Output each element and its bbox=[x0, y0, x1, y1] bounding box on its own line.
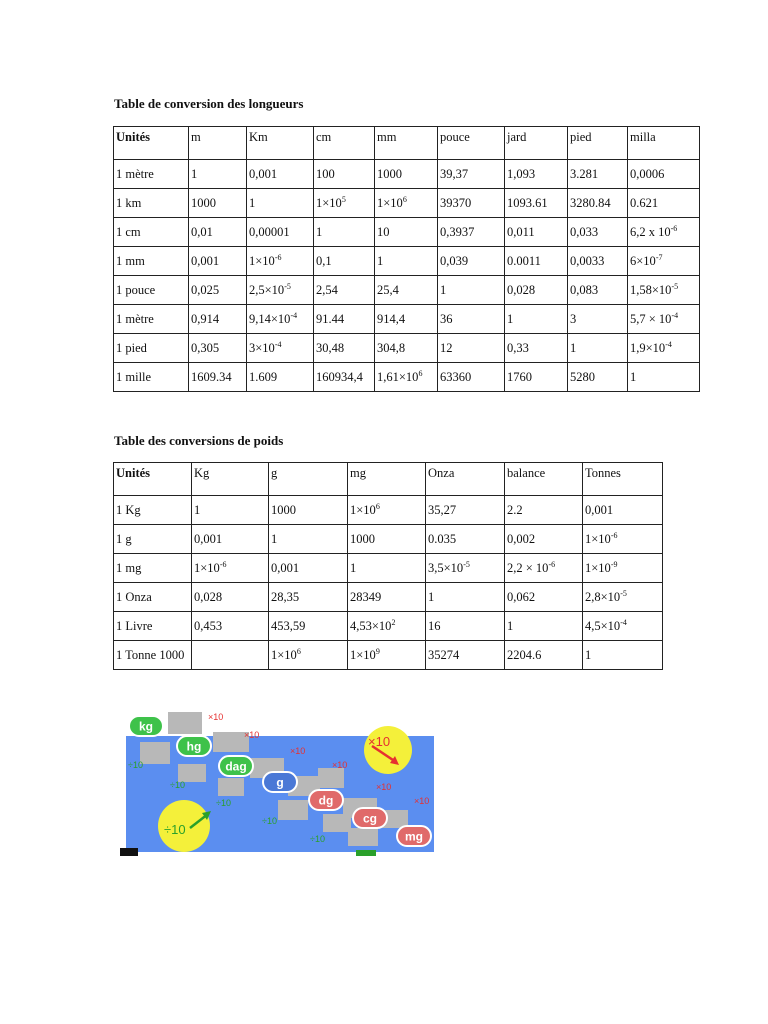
unit-label-cg: cg bbox=[362, 811, 378, 826]
table-cell: 1 bbox=[269, 525, 348, 554]
table-row bbox=[114, 641, 663, 670]
table-cell: $1,61\times 10^6$ bbox=[375, 363, 438, 392]
table-row bbox=[114, 583, 663, 612]
table-cell: 1 bbox=[438, 276, 505, 305]
table-cell: 1760 bbox=[505, 363, 568, 392]
table-cell: 0,002 bbox=[505, 525, 583, 554]
header-cell: m bbox=[189, 127, 247, 160]
table-cell: $1\times 10^{-6}$ bbox=[192, 554, 269, 583]
table-cell: $1,58\times 10^{-5}$ bbox=[628, 276, 700, 305]
table-cell: 1 cm bbox=[114, 218, 189, 247]
metric-weight-ladder-diagram bbox=[118, 710, 440, 858]
table-cell: 1 Onza bbox=[114, 583, 192, 612]
table-cell: 16 bbox=[426, 612, 505, 641]
table-cell: 0,001 bbox=[247, 160, 314, 189]
weight-header-row bbox=[114, 463, 663, 496]
table-cell: 1,093 bbox=[505, 160, 568, 189]
table-cell: 1 mg bbox=[114, 554, 192, 583]
multiply-step-label: ×10 bbox=[332, 760, 348, 770]
table-cell: 63360 bbox=[438, 363, 505, 392]
table-row bbox=[114, 189, 700, 218]
table-row bbox=[114, 218, 700, 247]
table-cell: 0,453 bbox=[192, 612, 269, 641]
table-cell: 1 g bbox=[114, 525, 192, 554]
table-cell: 0,083 bbox=[568, 276, 628, 305]
multiply-step-label: ×10 bbox=[376, 782, 392, 792]
table-cell: 0,025 bbox=[189, 276, 247, 305]
table-cell: 0,001 bbox=[583, 496, 663, 525]
table-cell: 0.0011 bbox=[505, 247, 568, 276]
table-cell: 1 Livre bbox=[114, 612, 192, 641]
header-cell: Tonnes bbox=[583, 463, 663, 496]
unit-label-mg: mg bbox=[405, 829, 423, 844]
table-cell: 35274 bbox=[426, 641, 505, 670]
table-cell: 1 bbox=[505, 612, 583, 641]
length-table-title: Table de conversion des longueurs bbox=[114, 96, 304, 111]
table-cell: 0,00001 bbox=[247, 218, 314, 247]
table-cell: 453,59 bbox=[269, 612, 348, 641]
header-cell: Unités bbox=[114, 463, 192, 496]
unit-label-dg: dg bbox=[318, 793, 334, 808]
table-row bbox=[114, 612, 663, 641]
table-cell: 35,27 bbox=[426, 496, 505, 525]
table-cell: 1 mille bbox=[114, 363, 189, 392]
divide-circle-label: ÷10 bbox=[164, 822, 186, 837]
table-cell: 28,35 bbox=[269, 583, 348, 612]
length-conversion-table bbox=[113, 126, 700, 392]
table-cell: 0,3937 bbox=[438, 218, 505, 247]
table-cell: $4,53\times 10^2$ bbox=[348, 612, 426, 641]
table-cell: 0,0033 bbox=[568, 247, 628, 276]
weight-table-title: Table des conversions de poids bbox=[114, 433, 284, 448]
table-cell: 1 bbox=[505, 305, 568, 334]
table-cell: 1 bbox=[192, 496, 269, 525]
table-cell: 1 bbox=[375, 247, 438, 276]
divide-step-label: ÷10 bbox=[128, 760, 143, 770]
unit-label-g: g bbox=[276, 775, 284, 790]
table-cell: 0,028 bbox=[192, 583, 269, 612]
table-row bbox=[114, 247, 700, 276]
table-cell: 1 bbox=[189, 160, 247, 189]
table-cell: 39,37 bbox=[438, 160, 505, 189]
table-cell: 5280 bbox=[568, 363, 628, 392]
header-cell: milla bbox=[628, 127, 700, 160]
table-cell: 6,2 x $10^{-6}$ bbox=[628, 218, 700, 247]
divide-step-label: ÷10 bbox=[216, 798, 231, 808]
header-cell: Unités bbox=[114, 127, 189, 160]
table-cell: 0,062 bbox=[505, 583, 583, 612]
table-cell: 12 bbox=[438, 334, 505, 363]
table-cell: $1\times 10^{-6}$ bbox=[247, 247, 314, 276]
multiply-step-label: ×10 bbox=[208, 712, 224, 722]
table-cell: 1 bbox=[247, 189, 314, 218]
table-cell: 30,48 bbox=[314, 334, 375, 363]
table-cell: 0,1 bbox=[314, 247, 375, 276]
divide-step-label: ÷10 bbox=[310, 834, 325, 844]
table-cell: 1 Tonne 1000 bbox=[114, 641, 192, 670]
header-cell: mm bbox=[375, 127, 438, 160]
table-cell: 100 bbox=[314, 160, 375, 189]
table-cell: 1 pied bbox=[114, 334, 189, 363]
table-cell: 0,305 bbox=[189, 334, 247, 363]
unit-label-dag: dag bbox=[225, 759, 247, 774]
table-cell: 914,4 bbox=[375, 305, 438, 334]
multiply-step-label: ×10 bbox=[290, 746, 306, 756]
table-cell: 36 bbox=[438, 305, 505, 334]
table-cell: $3,5\times 10^{-5}$ bbox=[426, 554, 505, 583]
table-cell: 1000 bbox=[189, 189, 247, 218]
header-cell: cm bbox=[314, 127, 375, 160]
table-cell: 1 bbox=[583, 641, 663, 670]
table-cell: 39370 bbox=[438, 189, 505, 218]
header-cell: Onza bbox=[426, 463, 505, 496]
header-cell: jard bbox=[505, 127, 568, 160]
table-row bbox=[114, 496, 663, 525]
header-cell: Kg bbox=[192, 463, 269, 496]
table-cell: 0,001 bbox=[269, 554, 348, 583]
table-cell: 0,028 bbox=[505, 276, 568, 305]
divide-step-label: ÷10 bbox=[170, 780, 185, 790]
divide-step-label: ÷10 bbox=[262, 816, 277, 826]
table-cell: 1 bbox=[628, 363, 700, 392]
table-cell: 1000 bbox=[375, 160, 438, 189]
table-cell: 160934,4 bbox=[314, 363, 375, 392]
table-cell: 91.44 bbox=[314, 305, 375, 334]
length-header-row bbox=[114, 127, 700, 160]
table-cell: 0.035 bbox=[426, 525, 505, 554]
multiply-step-label: ×10 bbox=[244, 730, 260, 740]
table-cell bbox=[192, 641, 269, 670]
table-cell: $2,2 \times 10^{-6}$ bbox=[505, 554, 583, 583]
table-cell: $1\times 10^{-9}$ bbox=[583, 554, 663, 583]
unit-label-hg: hg bbox=[186, 739, 202, 754]
table-cell: 0,0006 bbox=[628, 160, 700, 189]
table-cell: $9,14\times 10^{-4}$ bbox=[247, 305, 314, 334]
table-cell: $4,5\times 10^{-4}$ bbox=[583, 612, 663, 641]
table-cell: 1000 bbox=[269, 496, 348, 525]
table-row bbox=[114, 554, 663, 583]
table-cell: 0.621 bbox=[628, 189, 700, 218]
table-cell: $1\times 10^9$ bbox=[348, 641, 426, 670]
table-cell: 3.281 bbox=[568, 160, 628, 189]
table-cell: $5,7 \times 10^{-4}$ bbox=[628, 305, 700, 334]
table-cell: 10 bbox=[375, 218, 438, 247]
table-cell: 0,033 bbox=[568, 218, 628, 247]
weight-conversion-table bbox=[113, 462, 663, 670]
table-cell: 1093.61 bbox=[505, 189, 568, 218]
table-cell: 2.2 bbox=[505, 496, 583, 525]
table-cell: 3280.84 bbox=[568, 189, 628, 218]
table-cell: $2,5\times 10^{-5}$ bbox=[247, 276, 314, 305]
table-cell: 2,54 bbox=[314, 276, 375, 305]
header-cell: mg bbox=[348, 463, 426, 496]
table-cell: $2,8\times 10^{-5}$ bbox=[583, 583, 663, 612]
table-cell: 3 bbox=[568, 305, 628, 334]
table-cell: $1\times 10^{-6}$ bbox=[583, 525, 663, 554]
header-cell: balance bbox=[505, 463, 583, 496]
table-cell: 2204.6 bbox=[505, 641, 583, 670]
header-cell: Km bbox=[247, 127, 314, 160]
table-cell: 1 Kg bbox=[114, 496, 192, 525]
table-cell: 1 bbox=[348, 554, 426, 583]
table-cell: 1 bbox=[568, 334, 628, 363]
table-cell: $1,9\times 10^{-4}$ bbox=[628, 334, 700, 363]
table-cell: 1000 bbox=[348, 525, 426, 554]
table-cell: 1 bbox=[314, 218, 375, 247]
multiply-circle-label: ×10 bbox=[368, 734, 391, 749]
table-cell: $1\times 10^6$ bbox=[348, 496, 426, 525]
table-cell: 28349 bbox=[348, 583, 426, 612]
header-cell: g bbox=[269, 463, 348, 496]
table-cell: 1 pouce bbox=[114, 276, 189, 305]
table-cell: $1\times 10^6$ bbox=[269, 641, 348, 670]
table-row bbox=[114, 525, 663, 554]
table-cell: 304,8 bbox=[375, 334, 438, 363]
header-cell: pied bbox=[568, 127, 628, 160]
table-row bbox=[114, 276, 700, 305]
multiply-step-label: ×10 bbox=[414, 796, 430, 806]
table-row bbox=[114, 160, 700, 189]
table-cell: 1 mm bbox=[114, 247, 189, 276]
table-cell: 0,039 bbox=[438, 247, 505, 276]
table-cell: 0,011 bbox=[505, 218, 568, 247]
table-cell: 1 km bbox=[114, 189, 189, 218]
table-cell: $1\times 10^5$ bbox=[314, 189, 375, 218]
table-cell: 1609.34 bbox=[189, 363, 247, 392]
table-row bbox=[114, 363, 700, 392]
table-cell: $3\times 10^{-4}$ bbox=[247, 334, 314, 363]
unit-label-kg: kg bbox=[138, 719, 154, 734]
table-cell: 0,914 bbox=[189, 305, 247, 334]
table-cell: 0,33 bbox=[505, 334, 568, 363]
table-row bbox=[114, 334, 700, 363]
table-cell: 1 bbox=[426, 583, 505, 612]
table-cell: 0,001 bbox=[189, 247, 247, 276]
table-cell: 0,001 bbox=[192, 525, 269, 554]
table-cell: 25,4 bbox=[375, 276, 438, 305]
table-cell: 0,01 bbox=[189, 218, 247, 247]
table-cell: 1 mètre bbox=[114, 305, 189, 334]
table-cell: 1.609 bbox=[247, 363, 314, 392]
table-cell: $6\times 10^{-7}$ bbox=[628, 247, 700, 276]
table-row bbox=[114, 305, 700, 334]
table-cell: 1 mètre bbox=[114, 160, 189, 189]
header-cell: pouce bbox=[438, 127, 505, 160]
table-cell: $1\times 10^6$ bbox=[375, 189, 438, 218]
